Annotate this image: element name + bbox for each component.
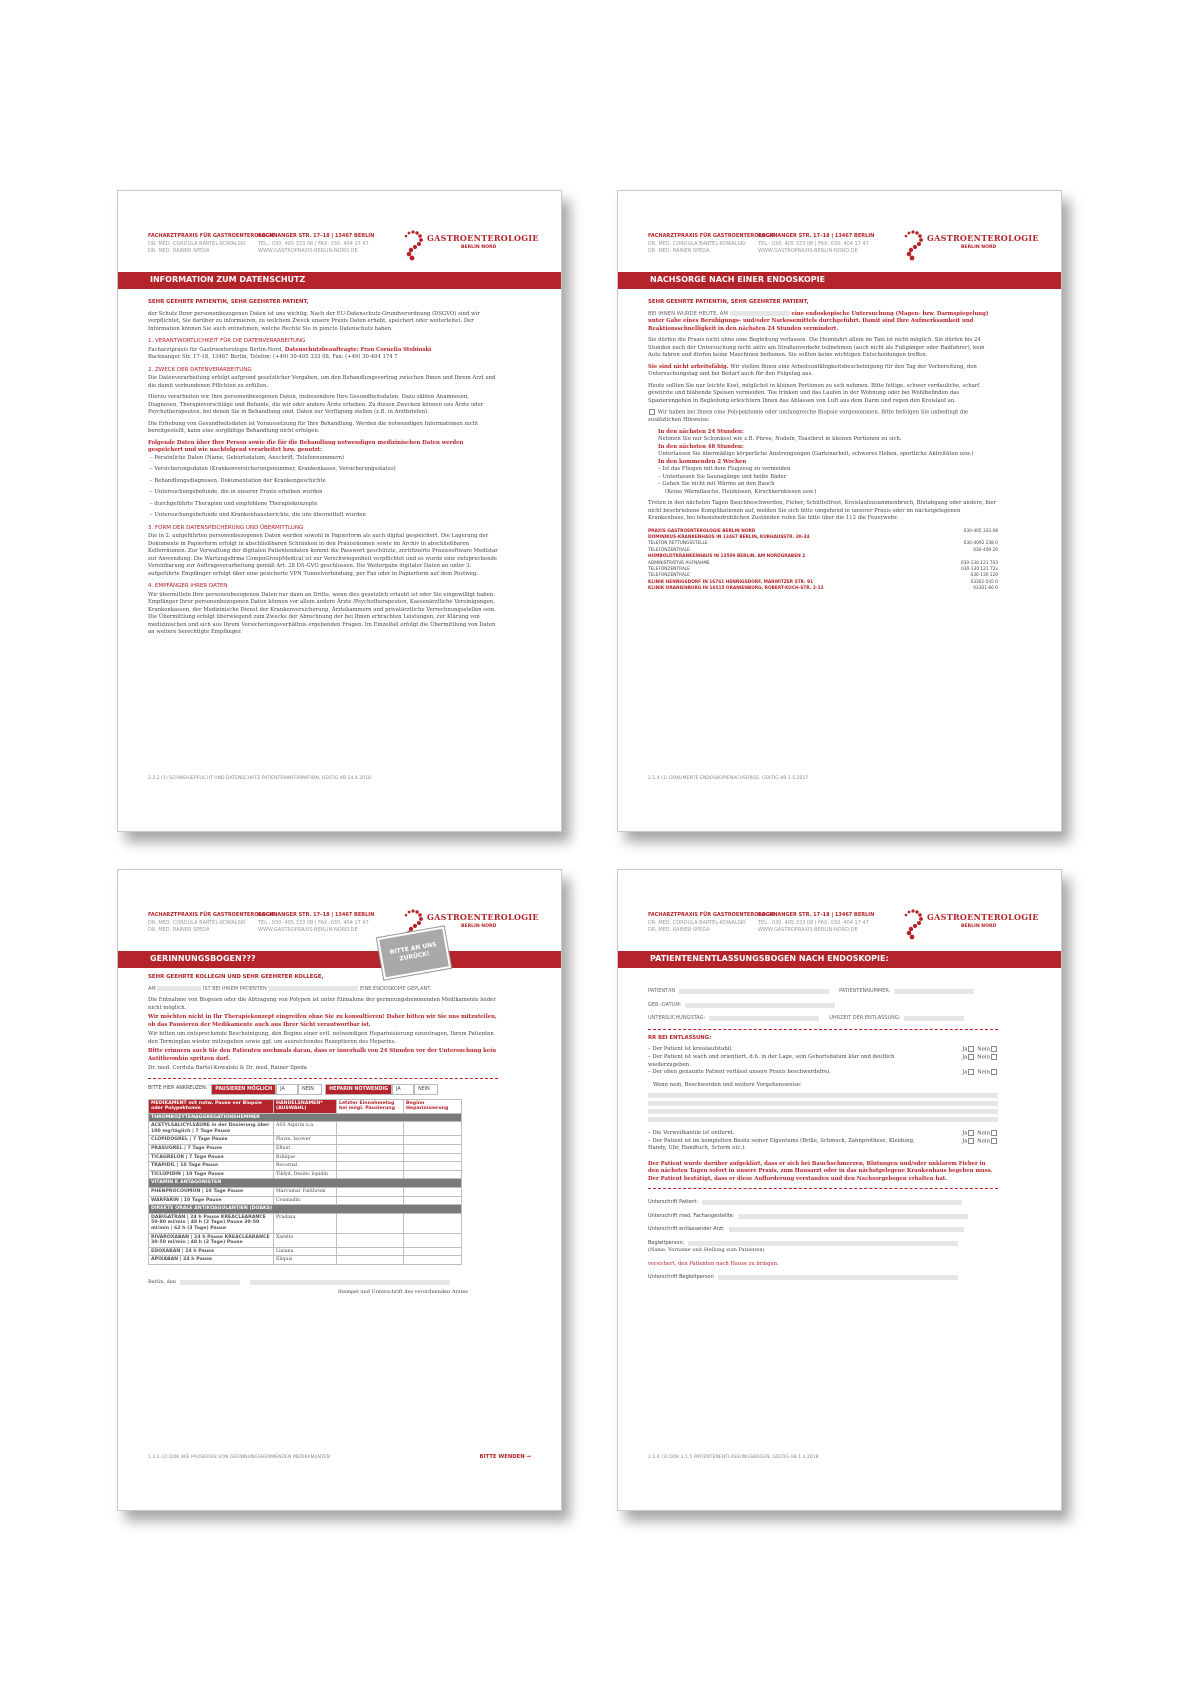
logo-name: GASTROENTEROLOGIE — [927, 233, 1039, 243]
signature-row — [648, 1274, 998, 1282]
label-am: AM — [148, 985, 156, 992]
procedure-text: eine endoskopische Untersuchung (Magen- bzw. Darmspiegelung) unter Gabe eines Beruhigungs- und/oder Narkosemittels durchgeführt. Damit sind Ihre Aufmerksamkeit und Reaktionsschnelligkeit in den nächsten 24 Stunden vermindert. — [648, 310, 989, 332]
list-item: (Keine Wärmflasche, Heizkissen, Kirschkernkissen usw.) — [665, 488, 817, 495]
controller-text: Facharztpraxis für Gastroenterologie Berlin-Nord, — [148, 346, 284, 353]
heparin-cell[interactable] — [404, 1153, 462, 1162]
heparin-nein-box[interactable]: NEIN — [414, 1084, 438, 1095]
greeting: SEHR GEEHRTE KOLLEGIN UND SEHR GEEHRTER KOLLEGE, — [148, 974, 324, 980]
complaints-line[interactable] — [648, 1117, 998, 1122]
companion-field[interactable] — [688, 1241, 958, 1246]
polypectomy-text: Wir haben bei Ihnen eine Polypektomie oder umfangreiche Biopsie vorgenommen. Bitte befolgen Sie unbedingt die zusätzlichen Hinweise: — [648, 409, 969, 423]
place-label: Berlin, den — [148, 1278, 177, 1285]
table-row: WARFARIN | 10 Tage Pause Coumadin — [149, 1196, 462, 1205]
pause-ja-box[interactable]: JA — [276, 1084, 298, 1095]
logo-dots-icon — [903, 229, 925, 261]
no-checkbox[interactable] — [991, 1130, 997, 1136]
instruction-heading: In den kommenden 2 Wochen — [658, 458, 747, 465]
form-row — [648, 988, 998, 996]
document-entlassungsbogen — [617, 869, 1062, 1511]
sign-patient-field[interactable] — [702, 1200, 962, 1205]
complaints-line[interactable] — [648, 1101, 998, 1106]
sign-companion-label: Unterschrift Begleitperson — [648, 1274, 714, 1280]
logo-name: GASTROENTEROLOGIE — [427, 233, 539, 243]
logo-dots-icon — [903, 908, 925, 940]
table-row: PRASUGREL | 7 Tage Pause Efient — [149, 1145, 462, 1154]
logo — [903, 908, 1039, 942]
check-label: BITTE HIER ANKREUZEN: — [148, 1086, 208, 1092]
check-row — [148, 1084, 498, 1095]
paragraph: Hierzu verarbeiten wir Ihre personenbezogenen Daten, insbesondere Ihre Gesundheitsdaten. Dazu zählen Anamnesen, Diagnosen, Therapievorschläge und Befunde, die wir oder andere Ärzte erheben. Zu diesen Zwecken können uns Ärzte oder Psychotherapeuten, bei denen Sie in Behandlung sind, Daten zur Verfügung stellen (z.B. in Arztbriefen). — [148, 394, 484, 415]
date-field[interactable] — [730, 311, 790, 316]
header-doctor-1: DR. MED. CORDULA BARTEL-KOWALSKI — [648, 240, 746, 247]
contact-row: TELEFONZENTRALE 030-130 121 72x — [648, 566, 998, 572]
col-last-intake: Letzter Einnahmetag bei mögl. Pausierung — [337, 1099, 404, 1113]
emergency-text: Treten in den nächsten Tagen Bauchbeschwerden, Fieber, Schüttelfrost, Kreislaufzusammenbruch, Blutabgang oder andere, hier nicht beschriebene Komplikationen auf, melden Sie sich bitte umgehend in unserer Praxis oder im nächstgelegenen Krankenhaus, bei lebensbedrohlichen Zuständen rufen Sie bitte über die 112 die Feuerwehr. — [648, 500, 997, 521]
logo-sub: BERLIN NORD — [461, 924, 497, 929]
contact-row: KLINIK HENNIGSDORF IN 16761 HENNIGSDORF, MARWITZER STR. 91 03302-545 0 — [648, 579, 998, 585]
header-practice: FACHARZTPRAXIS FÜR GASTROENTEROLOGIE — [648, 912, 776, 918]
paragraph: Heute sollten Sie nur leichte Kost, möglichst in kleinen Portionen zu sich nehmen. Bitte fettige, schwer verdauliche, scharf gewürzte und blähende Speisen vermeiden. Tee trinken und das Laufen in der Wohnung oder bei Wohlbefinden das Spazierengehen in Begleitung erleichtern Ihnen das Ablassen von Luft aus dem Darm und regen den Kreislauf an. — [648, 382, 980, 404]
check-item: – Der oben genannte Patient verlässt unsere Praxis beschwerdefrei. Ja Nein — [648, 1069, 998, 1077]
logo-name: GASTROENTEROLOGIE — [927, 912, 1039, 922]
last-intake-cell[interactable] — [337, 1188, 404, 1197]
last-intake-cell[interactable] — [337, 1153, 404, 1162]
option-heparin: HEPARIN NOTWENDIG — [325, 1084, 392, 1095]
warning-text: Der Patient wurde darüber aufgeklärt, dass er sich bei Bauchschmerzen, Blutungen und/oder unklarem Fieber in den nächsten Tagen sofort in unsere Praxis, zum Hausarzt oder in das nächstgelegene Krankenhaus begeben muss. Der Patient bestätigt, dass er diese Aufforderung verstanden und den Nachsorgebogen erhalten hat. — [648, 1160, 993, 1182]
doc-title: GERINNUNGSBOGEN??? — [150, 954, 256, 963]
controller-address: Backnanger Str. 17-18, 13467 Berlin, Telefon: (+49) 30-405 333 08, Fax: (+49) 30-404 174 7 — [148, 354, 398, 360]
contact-list — [648, 529, 998, 593]
signature-row — [648, 1199, 998, 1207]
list-item: – Ist das Fliegen mit dem Flugzeug zu vermeiden — [658, 466, 791, 472]
reminder-text: Bitte erinnern auch Sie den Patienten nochmals daran, dass er innerhalb von 24 Stunden vor der Untersuchung kein Antithrombin spritzen darf. — [148, 1048, 497, 1062]
heparin-cell[interactable] — [404, 1122, 462, 1136]
table-header — [149, 1099, 462, 1113]
discharge-time-field[interactable] — [904, 1016, 964, 1021]
sign-companion-field[interactable] — [718, 1275, 958, 1280]
birthdate-field[interactable] — [685, 1003, 835, 1008]
last-intake-cell[interactable] — [337, 1170, 404, 1179]
doc-footer: 2.2.2 (1) SCHWEIGEPFLICHT UND DATENSCHUTZ PATIENTENINFORMATION, GÜLTIG AB 24.4.2018 — [148, 776, 371, 781]
heparin-cell[interactable] — [404, 1213, 462, 1233]
patient-field[interactable] — [268, 986, 358, 991]
check-item: – Der Patient ist wach und orientiert, d.h. in der Lage, sein Geburtsdatum klar und deutlich wiederzugeben. Ja Nein — [648, 1054, 998, 1069]
section-heading: 2. ZWECK DER DATENVERARBEITUNG — [148, 366, 252, 373]
signature-row — [148, 1279, 498, 1287]
header-doctor-1: DR. MED. CORDULA BARTEL-KOWALSKI — [148, 240, 246, 247]
letterhead — [648, 233, 1039, 265]
divider — [148, 1078, 498, 1079]
table-row: TICAGRELOR | 7 Tage Pause Brilique — [149, 1153, 462, 1162]
companion-label: Begleitperson: — [648, 1239, 685, 1246]
paragraph: Wir bitten um entsprechende Bescheinigung, den Beginn einer evtl. notwendigen Heparinisierung einzutragen, Ihrem Patienten den Terminplan wieder mitzugeben sowie ggf. um ausreichendes Rezeptieren des Heparins. — [148, 1031, 494, 1045]
doc-body — [148, 299, 498, 641]
heparin-cell[interactable] — [404, 1170, 462, 1179]
header-address: BACKNANGER STR. 17–18 | 13467 BERLIN — [258, 233, 375, 239]
logo — [903, 229, 1039, 263]
exam-day-label: UNTERSUCHUNGSTAG: — [648, 1015, 706, 1021]
heparin-cell[interactable] — [404, 1256, 462, 1265]
last-intake-cell[interactable] — [337, 1256, 404, 1265]
document-datenschutz — [117, 190, 562, 832]
last-intake-cell[interactable] — [337, 1247, 404, 1256]
contact-row: TELEFONZENTRALE 030-130 120 — [648, 573, 998, 579]
title-band — [118, 272, 561, 289]
header-web: WWW.GASTROPRAXIS-BERLIN-NORD.DE — [258, 927, 358, 933]
title-band — [618, 951, 1061, 968]
table-row: TRAPIDIL | 10 Tage Pause Rocornal — [149, 1162, 462, 1171]
no-checkbox[interactable] — [991, 1046, 997, 1052]
stamp-signature-label: Stempel und Unterschrift des verordnenden Arztes — [337, 1289, 468, 1296]
pause-nein-box[interactable]: NEIN — [298, 1084, 322, 1095]
header-address: BACKNANGER STR. 17–18 | 13467 BERLIN — [258, 912, 375, 918]
greeting: SEHR GEEHRTE PATIENTIN, SEHR GEEHRTER PATIENT, — [148, 299, 309, 305]
sign-doctor-field[interactable] — [729, 1227, 964, 1232]
contact-row: KLINIK ORANIENBURG IN 16515 ORANIENBURG, ROBERT-KOCH-STR. 2-12 03301-66 0 — [648, 586, 998, 592]
table-row: TICLOPIDIN | 10 Tage Pause Tiklyd, Desitic lopidin — [149, 1170, 462, 1179]
contact-row: HUMBOLDTKRANKENHAUS IN 13509 BERLIN, AM NORDGRABEN 2 — [648, 554, 806, 560]
header-web: WWW.GASTROPRAXIS-BERLIN-NORD.DE — [758, 927, 858, 933]
consult-text: Wir möchten nicht in Ihr Therapiekonzept eingreifen ohne Sie zu konsultieren! Daher bitten wir Sie uns mitzuteilen, ob das Pausieren der Medikamente auch aus Ihrer Sicht verantwortbar ist. — [148, 1014, 497, 1028]
table-group: DIREKTE ORALE ANTIKOAGULANTIEN (DOAKS) — [149, 1205, 462, 1214]
patient-label: PATIENT/IN — [648, 988, 676, 994]
patient-number-label: PATIENTENNUMMER: — [839, 988, 891, 994]
signature-row — [648, 1213, 998, 1221]
patient-field[interactable] — [679, 989, 829, 994]
doc-body — [648, 299, 998, 593]
document-gerinnungsbogen — [117, 869, 562, 1511]
yes-checkbox[interactable] — [968, 1046, 974, 1052]
contact-row: PRAXIS GASTROENTEROLOGIE BERLIN NORD 030-405 333 08 — [648, 528, 998, 534]
list-item: – Untersuchungsbefunde, die in unserer Praxis erhoben wurden — [150, 489, 323, 495]
header-doctor-2: DR. MED. RAINER SPEDA — [648, 248, 710, 254]
last-intake-cell[interactable] — [337, 1213, 404, 1233]
document-nachsorge — [617, 190, 1062, 832]
list-item: – Behandlungsdiagnosen, Dokumentation der Krankengeschichte — [150, 477, 326, 484]
instruction-heading: In den nächsten 48 Stunden: — [658, 443, 744, 450]
check-item: – Der Patient ist im kompletten Besitz seiner Eigentums (Brille, Schmuck, Zahnprothese, Kleidung, Handy, Uhr, Handtuch, Schirm etc.). Ja Nein — [648, 1138, 998, 1153]
table-row: CLOPIDOGREL | 7 Tage Pause Plavix, Iscover — [149, 1136, 462, 1145]
doc-title: PATIENTENENTLASSUNGSBOGEN NACH ENDOSKOPIE: — [650, 954, 889, 963]
heparin-cell[interactable] — [404, 1196, 462, 1205]
complaints-line[interactable] — [648, 1109, 998, 1114]
sign-staff-label: Unterschrift med. Fachangestellte: — [648, 1212, 735, 1219]
header-phone: TEL.: 030. 405 333 08 | FAX: 030. 404 17 47 — [758, 240, 869, 247]
checklist-1 — [648, 1046, 998, 1077]
section-heading: 4. EMPFÄNGER IHRER DATEN — [148, 583, 228, 589]
yes-checkbox[interactable] — [968, 1069, 974, 1075]
logo — [403, 229, 539, 263]
no-checkbox[interactable] — [991, 1138, 997, 1144]
instruction-heading: In den nächsten 24 Stunden: — [658, 428, 744, 435]
companion-hint: (Name, Vorname und Stellung zum Patienten) — [648, 1247, 765, 1253]
section-heading: 3. FORM DER DATENSPEICHERUNG UND ÜBERMITTLUNG — [148, 524, 304, 531]
yes-checkbox[interactable] — [968, 1054, 974, 1060]
dpo-text: Datenschutzbeauftragte: Frau Cornelia Stobinski — [284, 346, 432, 353]
header-address: BACKNANGER STR. 17–18 | 13467 BERLIN — [758, 912, 875, 918]
doc-title: INFORMATION ZUM DATENSCHUTZ — [150, 275, 306, 284]
signature-row — [648, 1226, 998, 1234]
list-item: – durchgeführte Therapien und empfohlene Therapiekonzepte — [150, 500, 318, 507]
yes-checkbox[interactable] — [968, 1130, 974, 1136]
doc-footer: 1.3.2 (2) DOK WIE PAUSIEREN VON GERINNUNGSHEMMENDEN MEDIKAMENTEN — [148, 1455, 331, 1460]
list-item: – Unterlassen Sie Saunagänge und heiße Bäder — [658, 473, 787, 480]
heparin-cell[interactable] — [404, 1233, 462, 1247]
title-band — [618, 272, 1061, 289]
signature-doctors: Dr. med. Cordula Bartel-Kowalski & Dr. med. Rainer Speda — [148, 1065, 307, 1071]
table-group: VITAMIN K ANTAGONISTEN — [149, 1179, 462, 1188]
doc-body — [148, 974, 498, 1297]
header-phone: TEL.: 030. 405 333 08 | FAX: 030. 404 17 47 — [758, 919, 869, 926]
heparin-cell[interactable] — [404, 1145, 462, 1154]
birthdate-label: GEB.-DATUM: — [648, 1001, 682, 1008]
intro-text: der Schutz Ihrer personenbezogenen Daten ist uns wichtig. Nach der EU-Datenschutz-Grundverordnung (DSGVO) sind wir verpflichtet, Sie darüber zu informieren, zu welchem Zweck unsere Praxis Daten erhebt, speichert oder weiterleitet. Der Information können Sie auch entnehmen, welche Rechte Sie in puncto Datenschutz haben. — [148, 310, 480, 332]
header-doctor-1: DR. MED. CORDULA BARTEL-KOWALSKI — [148, 919, 246, 926]
check-item: – Die Verweilkanüle ist entfernt. Ja Nein — [648, 1130, 998, 1138]
contact-row: TELEFONZENTRALE 030-409 20 — [648, 547, 998, 553]
logo-name: GASTROENTEROLOGIE — [427, 912, 539, 922]
logo-sub: BERLIN NORD — [961, 924, 997, 929]
header-phone: TEL.: 030. 405 333 08 | FAX: 030. 404 17 47 — [258, 919, 369, 926]
heparin-ja-box[interactable]: JA — [392, 1084, 414, 1095]
doc-footer: 2.1.4 (1) DOKUMENTE ENDOSKOPIENACHSORGE, GÜLTIG AB 1.5.2017 — [648, 776, 809, 781]
date-label: BEI IHNEN WURDE HEUTE, AM — [648, 310, 728, 317]
header-web: WWW.GASTROPRAXIS-BERLIN-NORD.DE — [758, 248, 858, 254]
check-item: – Der Patient ist kreislaufstabil. Ja Nein — [648, 1046, 998, 1054]
no-checkbox[interactable] — [991, 1069, 997, 1075]
companion-promise: versichert, den Patienten nach Hause zu bringen. — [648, 1260, 779, 1267]
header-practice: FACHARZTPRAXIS FÜR GASTROENTEROLOGIE — [148, 233, 276, 239]
heparin-cell[interactable] — [404, 1162, 462, 1171]
stamp-signature-field[interactable] — [250, 1280, 450, 1285]
letterhead — [648, 912, 1039, 944]
patient-number-field[interactable] — [894, 989, 974, 994]
medication-table — [148, 1099, 462, 1265]
list-item: – Versicherungsdaten (Krankenversicherungsnummer, Krankenkasse, Versicherungsstatus) — [150, 466, 396, 472]
last-intake-cell[interactable] — [337, 1136, 404, 1145]
place-date-field[interactable] — [180, 1280, 240, 1285]
polypectomy-checkbox[interactable] — [649, 409, 655, 415]
instructions — [648, 429, 998, 497]
greeting: SEHR GEEHRTE PATIENTIN, SEHR GEEHRTER PATIENT, — [648, 299, 809, 305]
title-band — [118, 951, 561, 968]
paragraph: Die Entnahme von Biopsien oder die Abtragung von Polypen ist unter Einnahme der gerinnungshemmenden Medikamente leider nicht möglich. — [148, 997, 496, 1011]
paragraph: Die in 2. aufgeführten personenbezogenen Daten werden sowohl in Papierform als auch digital gespeichert. Die Lagerung der Dokumente in Papierform erfolgt in abschließbaren Schränken in den Praxisräumen sowie im Archiv in abschließbaren Kellerräumen. Zur Verwaltung der digitalen Patientendaten kommt die Passwort geschützte, zertifizierte Praxissoftware Medistar zur Anwendung. Die Wartungsfirma CompuGroupMedical ist zur Verschwiegenheit verpflichtet und es wurde eine entsprechende Vereinbarung zur Auftragsverarbeitung gemäß Art. 28 DS-GVO geschlossen. Die Weitergabe digitaler Daten an unter 3. aufgeführte Empfänger erfolgt über eine gesicherte VPN Tunnelverbindung, per Fax oder in Papierform auf dem Postweg. — [148, 533, 498, 577]
complaints-label: Wenn nein, Beschwerden und weitere Vorgehensweise: — [653, 1082, 802, 1088]
table-row: APIXABAN | 24 h Pause Eliquis — [149, 1256, 462, 1265]
return-stamp: BITTE AN UNS ZURÜCK! — [377, 926, 451, 979]
turn-page-link[interactable]: BITTE WENDEN → — [479, 1454, 531, 1460]
signature-row — [648, 1240, 998, 1248]
header-practice: FACHARZTPRAXIS FÜR GASTROENTEROLOGIE — [148, 912, 276, 918]
last-intake-cell[interactable] — [337, 1122, 404, 1136]
instruction-text: Nehmen Sie nur Schonkost wie z.B. Püree, Nudeln, Toastbrot in kleinen Portionen zu sich. — [658, 436, 902, 442]
header-doctor-2: DR. MED. RAINER SPEDA — [148, 248, 210, 254]
divider — [648, 1029, 998, 1030]
header-doctor-1: DR. MED. CORDULA BARTEL-KOWALSKI — [648, 919, 746, 926]
instruction-text: Unterlassen Sie übermäßige körperliche Anstrengungen (Gartenarbeit, schweres Heben, sportliche Aktivitäten usw.) — [658, 451, 974, 457]
header-address: BACKNANGER STR. 17–18 | 13467 BERLIN — [758, 233, 875, 239]
heparin-cell[interactable] — [404, 1136, 462, 1145]
paragraph: Die Datenverarbeitung erfolgt aufgrund gesetzlicher Vorgaben, um den Behandlungsvertrag zwischen Ihnen und Ihrem Arzt und die damit verbundenen Pflichten zu erfüllen. — [148, 375, 496, 389]
option-pause: PAUSIEREN MÖGLICH — [211, 1084, 276, 1095]
date-field[interactable] — [157, 986, 201, 991]
header-doctor-2: DR. MED. RAINER SPEDA — [648, 927, 710, 933]
table-row: DABIGATRAN | 24 h Pause KREACLEARANCE 50-80 ml/min | 48 h (2 Tage) Pause 30-50 ml/min | 62 h (3 Tage) Pause Pradaxa — [149, 1213, 462, 1233]
col-medication: MEDIKAMENT mit notw. Pause vor Biopsie oder Polypektomie — [149, 1099, 274, 1113]
contact-row: ADMINISTRATIVE AUFNAHME 030-130 121 703 — [648, 560, 998, 566]
last-intake-cell[interactable] — [337, 1145, 404, 1154]
doc-title: NACHSORGE NACH EINER ENDOSKOPIE — [650, 275, 826, 284]
exam-day-field[interactable] — [709, 1016, 819, 1021]
label-patient: IST BEI IHREM PATIENTEN — [202, 985, 267, 992]
col-heparin-start: Beginn Heparinisierung — [404, 1099, 462, 1113]
section-heading: 1. VERANTWORTLICHKEIT FÜR DIE DATENVERARBEITUNG — [148, 338, 306, 344]
logo-dots-icon — [403, 229, 425, 261]
doc-body — [648, 982, 998, 1288]
paragraph: Wir stellen Ihnen eine Arbeitsunfähigkeitsbescheinigung für den Tag der Vorbereitung, den Untersuchungstag und bei Bedarf auch für den Folgetag aus. — [648, 363, 977, 377]
logo-sub: BERLIN NORD — [461, 245, 497, 250]
doc-footer: 2.1.4 (3) DOK 1.1.5 PATIENTENENTLASSUNGSBOGEN, GÜLTIG AB 1.4.2018 — [648, 1455, 819, 1460]
heparin-cell[interactable] — [404, 1188, 462, 1197]
table-row: ACETYLSALICYLSÄURE in der Dosierung über 100 mg/täglich | 7 Tage Pause ASS Aspirin u.a. — [149, 1122, 462, 1136]
highlight-paragraph: Folgende Daten über Ihre Person sowie die für die Behandlung notwendigen medizinischen Daten werden gespeichert und wie nachfolgend verarbeitet bzw. genutzt: — [148, 439, 464, 453]
header-phone: TEL.: 030. 405 333 08 | FAX: 030. 404 17 47 — [258, 240, 369, 247]
paragraph: Die Erhebung von Gesundheitsdaten ist Voraussetzung für Ihre Behandlung. Werden die notwendigen Informationen nicht bereitgestellt, kann eine sorgfältige Behandlung nicht erfolgen. — [148, 420, 479, 434]
col-tradename: HANDELSNAMEN* (AUSWAHL) — [274, 1099, 337, 1113]
form-row — [648, 1002, 998, 1010]
heparin-cell[interactable] — [404, 1247, 462, 1256]
sign-staff-field[interactable] — [738, 1214, 968, 1219]
complaints-line[interactable] — [648, 1093, 998, 1098]
header-web: WWW.GASTROPRAXIS-BERLIN-NORD.DE — [258, 248, 358, 254]
contact-row: DOMINIKUS-KRANKENHAUS IN 13467 BERLIN, KURHAUSSTR. 30-34 — [648, 534, 810, 540]
table-row: PHENPROCOUMON | 10 Tage Pause Marcumar Falithrom — [149, 1188, 462, 1197]
paragraph: Wir übermitteln Ihre personenbezogenen Daten nur dann an Dritte, wenn dies gesetzlich erlaubt ist oder Sie eingewilligt haben. Empfänger Ihrer personenbezogenen Daten können vor allem andere Ärzte /Psychotherapeuten, Kassenärztliche Vereinigungen, Krankenkassen, der Medizinische Dienst der Krankenversicherung, Ärztekammern und privatärztliche Verrechnungsstellen sein. Die Übermittlung erfolgt überwiegend zum Zwecke der Abrechnung der bei Ihnen erbrachten Leistungen, zur Klärung von medizinischen und sich aus Ihrem Versicherungsverhältnis ergebenden Fragen. Im Einzelfall erfolgt die Übermittlung von Daten an weitere berechtigte Empfänger. — [148, 591, 496, 635]
last-intake-cell[interactable] — [337, 1162, 404, 1171]
sign-doctor-label: Unterschrift entlassender Arzt: — [648, 1226, 725, 1232]
no-checkbox[interactable] — [991, 1054, 997, 1060]
table-group: THROMBOZYTENAGGREGATIONSHEMMER — [149, 1113, 462, 1122]
list-item: – Gehen Sie nicht mit Wärme an den Bauch — [658, 481, 775, 487]
last-intake-cell[interactable] — [337, 1233, 404, 1247]
header-doctor-2: DR. MED. RAINER SPEDA — [148, 927, 210, 933]
checklist-2 — [648, 1130, 998, 1153]
contact-row: TELEFON RETTUNGSSTELLE 030-4092 238 0 — [648, 541, 998, 547]
form-row — [648, 1015, 998, 1023]
rr-label: RR BEI ENTLASSUNG: — [648, 1034, 712, 1041]
header-practice: FACHARZTPRAXIS FÜR GASTROENTEROLOGIE — [648, 233, 776, 239]
paragraph: Sie dürfen die Praxis nicht ohne eine Begleitung verlassen. Die Heimfahrt allein im Taxi ist nicht möglich. Sie dürfen bis 24 Stunden nach der Untersuchung nicht aktiv am Straßenverkehr teilnehmen (auch nicht als Fußgänger oder Radfahrer), kein Auto fahren und dürfen keine Maschinen bedienen. Sie sollten keine wichtigen Entscheidungen treffen. — [648, 337, 985, 358]
letterhead — [148, 912, 539, 944]
label-endoscopy: EINE ENDOSKOPIE GEPLANT. — [359, 985, 432, 992]
sign-patient-label: Unterschrift Patient: — [648, 1199, 699, 1205]
list-item: – Persönliche Daten (Name, Geburtsdatum, Anschrift, Telefonnummern) — [150, 454, 345, 461]
data-list — [148, 455, 498, 520]
table-row: RIVAROXABAN | 24 h Pause KREACLEARANCE 30-50 ml/min | 48 h (2 Tage) Pause Xarelto — [149, 1233, 462, 1247]
not-fit-text: Sie sind nicht arbeitsfähig. — [648, 363, 729, 370]
list-item: – Untersuchungsbefunde und Krankenhausberichte, die uns übermittelt wurden — [150, 512, 366, 518]
table-row: EDOXABAN | 24 h Pause Lixiana — [149, 1247, 462, 1256]
last-intake-cell[interactable] — [337, 1196, 404, 1205]
letterhead — [148, 233, 539, 265]
yes-checkbox[interactable] — [968, 1138, 974, 1144]
logo-sub: BERLIN NORD — [961, 245, 997, 250]
divider — [648, 1188, 998, 1189]
discharge-time-label: UHRZEIT DER ENTLASSUNG: — [829, 1015, 901, 1021]
